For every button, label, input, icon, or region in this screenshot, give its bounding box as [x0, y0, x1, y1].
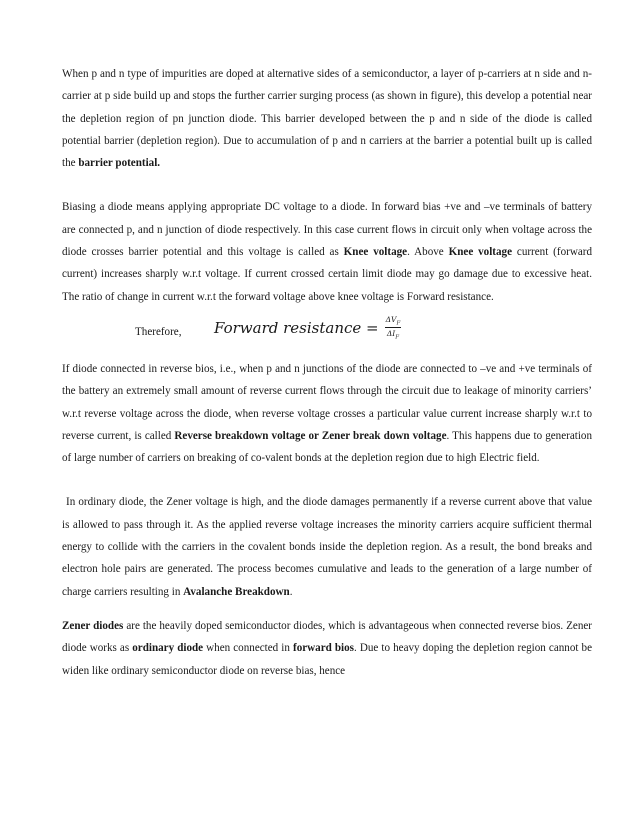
bold-term-reverse-breakdown: Reverse breakdown voltage or Zener break down voltage	[174, 429, 447, 442]
text-run: If diode connected in reverse bios, i.e., when p and n junctions of the diode are connected to –ve and +ve terminals of the battery an extremely small amount of reverse current flows through the circuit due to leakage of minority carriers’ w.r.t reverse voltage across the diode, when reverse voltage crosses a particular value current increase sharply w.r.t to reverse current, is called	[62, 362, 592, 442]
numerator-text: ΔV	[385, 314, 397, 324]
text-run: Biasing a diode means applying appropriate DC voltage to a diode. In forward bias +ve and –ve terminals of battery are connected p, and n junction of diode respectively. In this case current flows in circuit only when voltage across the diode crosses barrier potential and this voltage is called as	[62, 201, 592, 259]
bold-term-knee-voltage: Knee voltage	[448, 246, 513, 259]
formula-lhs: Forward resistance =	[214, 318, 379, 337]
bold-term-avalanche-breakdown: Avalanche Breakdown	[183, 585, 290, 598]
formula-row	[62, 314, 592, 354]
text-run: are the heavily doped semiconductor diodes, which is advantageous when connected reverse bios. Zener diode works as	[62, 619, 593, 655]
text-run: when connected in	[203, 642, 293, 655]
text-run: current (forward current) increases sharply w.r.t voltage. If current crossed certain limit diode may go damage due to excessive heat. The ratio of change in current w.r.t the forward voltage above knee voltage is Forward resistance.	[62, 246, 592, 303]
forward-resistance-formula	[214, 315, 401, 341]
text-run: .	[289, 585, 293, 598]
paragraph-reverse-bias	[62, 358, 592, 469]
text-run: . Above	[407, 246, 449, 259]
paragraph-biasing	[62, 196, 592, 307]
formula-fraction	[385, 315, 402, 341]
document-body	[62, 63, 592, 682]
text-run: When p and n type of impurities are doped at alternative sides of a semiconductor, a layer of p-carriers at n side and n-carrier at p side build up and stops the further carrier surging process (as shown in figure), this develop a potential near the depletion region of pn junction diode. This barrier developed between the p and n side of the diode is called potential barrier (depletion region). Due to accumulation of p and n carriers at the barrier a potential built up is called the	[62, 68, 592, 170]
text-run: . Due to heavy doping the depletion region cannot be widen like ordinary semiconductor diode on reverse bias, hence	[62, 642, 593, 677]
paragraph-avalanche	[62, 491, 592, 602]
bold-term-ordinary-diode: ordinary diode	[132, 642, 204, 655]
bold-term-forward-bios: forward bios	[293, 642, 355, 655]
therefore-label: Therefore,	[135, 325, 182, 338]
denominator-text: ΔI	[386, 329, 396, 339]
paragraph-zener-diodes	[62, 615, 592, 682]
bold-term-knee-voltage: Knee voltage	[343, 246, 408, 259]
text-run: In ordinary diode, the Zener voltage is high, and the diode damages permanently if a reverse current above that value is allowed to pass through it. As the applied reverse voltage increases the minority carriers acquire sufficient thermal energy to collide with the carriers in the covalent bonds inside the depletion region. As a result, the bond breaks and electron hole pairs are generated. The process becomes cumulative and leads to the generation of a large number of charge carriers resulting in	[62, 496, 592, 598]
formula-numerator	[385, 315, 402, 329]
formula-denominator	[387, 328, 399, 341]
paragraph-barrier-potential	[62, 63, 592, 174]
denominator-subscript: F	[395, 334, 400, 341]
numerator-subscript: F	[396, 320, 401, 327]
text-run: . This happens due to generation of large number of carriers on breaking of co-valent bonds at the depletion region due to high Electric field.	[62, 429, 593, 465]
bold-term-barrier-potential: barrier potential.	[78, 157, 161, 170]
bold-term-zener-diodes: Zener diodes	[62, 619, 124, 632]
